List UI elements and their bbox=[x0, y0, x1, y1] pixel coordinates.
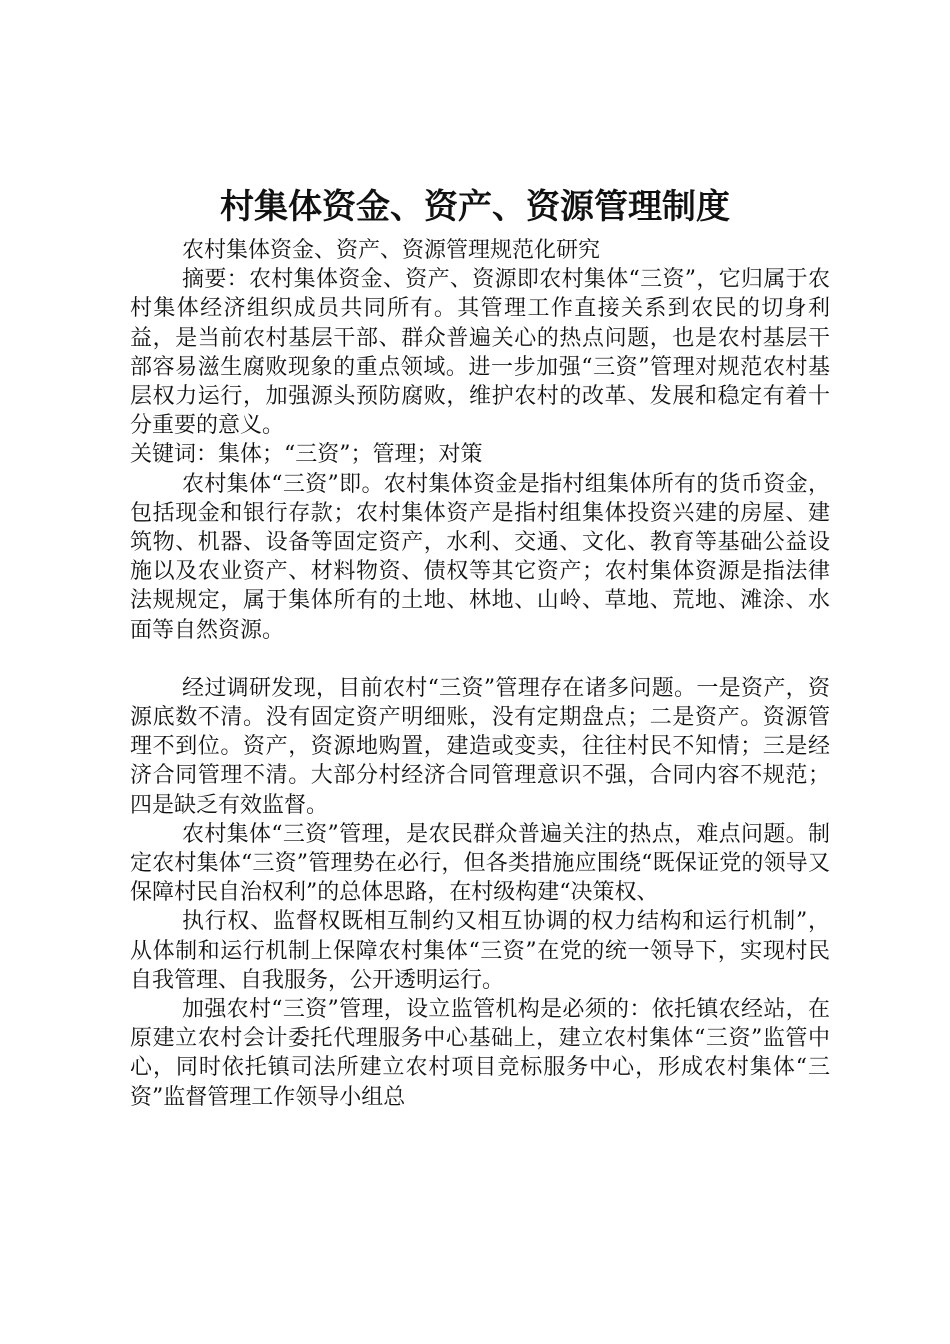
paragraph-definition: 农村集体“三资”即。农村集体资金是指村组集体所有的货币资金，包括现金和银行存款；农村集体资产是指村组集体投资兴建的房屋、建筑物、机器、设备等固定资产，水利、交通、文化、教育等基础公益设施以及农业资产、材料物资、债权等其它资产；农村集体资源是指法律法规规定，属于集体所有的土地、林地、山岭、草地、荒地、滩涂、水面等自然资源。 bbox=[130, 471, 830, 643]
document-title: 村集体资金、资产、资源管理制度 bbox=[220, 187, 730, 227]
paragraph-abstract: 摘要：农村集体资金、资产、资源即农村集体“三资”，它归属于农村集体经济组织成员共同所有。其管理工作直接关系到农民的切身利益，是当前农村基层干部、群众普遍关心的热点问题，也是农村基层干部容易滋生腐败现象的重点领域。进一步加强“三资”管理对规范农村基层权力运行，加强源头预防腐败，维护农村的改革、发展和稳定有着十分重要的意义。 bbox=[130, 267, 830, 439]
document-body bbox=[130, 236, 830, 1112]
paragraph-keywords: 关键词：集体；“三资”；管理；对策 bbox=[130, 442, 483, 468]
paragraph-mechanism: 执行权、监督权既相互制约又相互协调的权力结构和运行机制”，从体制和运行机制上保障农村集体“三资”在党的统一领导下，实现村民自我管理、自我服务，公开透明运行。 bbox=[130, 909, 830, 993]
paragraph-supervision: 加强农村“三资”管理，设立监管机构是必须的：依托镇农经站，在原建立农村会计委托代理服务中心基础上，建立农村集体“三资”监管中心，同时依托镇司法所建立农村项目竞标服务中心，形成农村集体“三资”监督管理工作领导小组总 bbox=[130, 997, 830, 1110]
paragraph-management: 农村集体“三资”管理，是农民群众普遍关注的热点，难点问题。制定农村集体“三资”管理势在必行，但各类措施应围绕“既保证党的领导又保障村民自治权利”的总体思路，在村级构建“决策权、 bbox=[130, 821, 830, 906]
paragraph-problems: 经过调研发现，目前农村“三资”管理存在诸多问题。一是资产，资源底数不清。没有固定资产明细账，没有定期盘点；二是资产。资源管理不到位。资产，资源地购置，建造或变卖，往往村民不知情；三是经济合同管理不清。大部分村经济合同管理意识不强，合同内容不规范；四是缺乏有效监督。 bbox=[130, 675, 830, 818]
paragraph-spacer bbox=[130, 645, 830, 674]
paragraph-subtitle: 农村集体资金、资产、资源管理规范化研究 bbox=[182, 238, 601, 263]
